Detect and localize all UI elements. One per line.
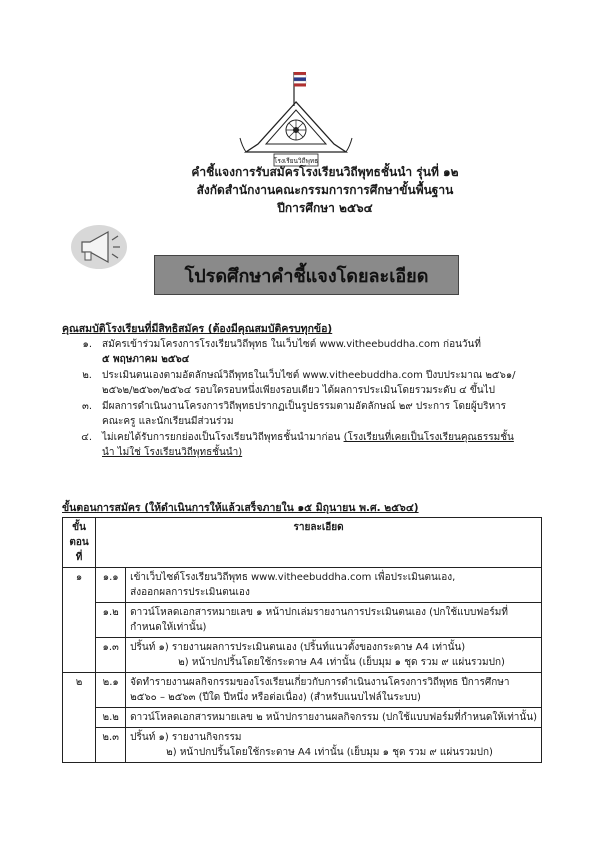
item-text: ๕ พฤษภาคม ๒๕๖๔	[102, 354, 190, 365]
item-number: ๔.	[81, 432, 92, 443]
item-text: ไม่เคยได้รับการยกย่องเป็นโรงเรียนวิถีพุทธชั้นนำมาก่อน	[102, 432, 344, 443]
item-note: (โรงเรียนที่เคยเป็นโรงเรียนคุณธรรมชั้น	[343, 432, 514, 443]
table-row	[63, 568, 542, 603]
item-note: นำ ไม่ใช่ โรงเรียนวิถีพุทธชั้นนำ)	[102, 447, 243, 458]
column-header-step: ขั้นตอนที่	[63, 518, 96, 568]
item-number: ๑.	[82, 339, 92, 350]
steps-title: ขั้นตอนการสมัคร (ให้ดำเนินการให้แล้วเสร็จภายใน ๑๕ มิถุนายน พ.ศ. ๒๕๖๔)	[62, 502, 419, 514]
step-detail	[126, 673, 542, 708]
step-detail	[126, 568, 542, 603]
detail-line: ๒) หน้าปกปริ้นโดยใช้กระดาษ A4 เท่านั้น (เย็บมุม ๑ ชุด รวม ๙ แผ่นรวมปก)	[178, 657, 505, 668]
list-item	[62, 337, 542, 367]
detail-line: เข้าเว็บไซต์โรงเรียนวิถีพุทธ www.vitheebuddha.com เพื่อประเมินตนเอง,	[130, 572, 456, 583]
detail-line: ดาวน์โหลดเอกสารหมายเลข ๑ หน้าปกเล่มรายงานการประเมินตนเอง (ปกใช้แบบฟอร์มที่	[130, 607, 508, 618]
item-number: ๒.	[82, 370, 92, 381]
list-item	[62, 368, 542, 398]
sub-step-number: ๒.๑	[96, 673, 126, 708]
detail-line: ๒) หน้าปกปริ้นโดยใช้กระดาษ A4 เท่านั้น (เย็บมุม ๑ ชุด รวม ๙ แผ่นรวมปก)	[166, 747, 493, 758]
document-title: คำชี้แจงการรับสมัครโรงเรียนวิถีพุทธชั้นนำ รุ่นที่ ๑๒	[191, 165, 459, 179]
item-text: มีผลการดำเนินงานโครงการวิถีพุทธปรากฏเป็นรูปธรรมตามอัตลักษณ์ ๒๙ ประการ โดยผู้บริหาร	[102, 401, 507, 412]
academic-year: ปีการศึกษา ๒๕๖๔	[277, 201, 373, 215]
item-text: ๒๕๖๒/๒๕๖๓/๒๕๖๔ รอบใดรอบหนึ่งเพียงรอบเดียว ได้ผลการประเมินโดยรวมระดับ ๔ ขึ้นไป	[102, 385, 495, 396]
table-row	[63, 638, 542, 673]
table-row	[63, 708, 542, 728]
item-text: สมัครเข้าร่วมโครงการโรงเรียนวิถีพุทธ ในเว็บไซต์ www.vitheebuddha.com ก่อนวันที่	[102, 339, 481, 350]
step-detail	[126, 708, 542, 728]
item-number: ๓.	[81, 401, 92, 412]
table-row	[63, 603, 542, 638]
logo-caption: โรงเรียนวิถีพุทธ	[273, 157, 319, 165]
detail-line: ๒๕๖๐ – ๒๕๖๓ (ปีใด ปีหนึ่ง หรือต่อเนื่อง) (สำหรับแนบไฟล์ในระบบ)	[130, 692, 421, 703]
table-row	[63, 728, 542, 763]
detail-line: ปริ้นท์ ๑) รายงานผลการประเมินตนเอง (ปริ้นท์แนวตั้งของกระดาษ A4 เท่านั้น)	[130, 642, 466, 653]
detail-line: ส่งออกผลการประเมินตนเอง	[130, 587, 250, 598]
item-text: ประเมินตนเองตามอัตลักษณ์วิถีพุทธในเว็บไซต์ www.vitheebuddha.com ปีงบประมาณ ๒๕๖๑/	[102, 370, 516, 381]
sub-step-number: ๒.๓	[96, 728, 126, 763]
sub-step-number: ๑.๓	[96, 638, 126, 673]
step-detail	[126, 603, 542, 638]
table-row	[63, 673, 542, 708]
list-item	[62, 430, 542, 460]
document-subtitle: สังกัดสำนักงานคณะกรรมการการศึกษาขั้นพื้นฐาน	[196, 183, 454, 197]
instruction-banner: โปรดศึกษาคำชี้แจงโดยละเอียด	[154, 255, 459, 295]
megaphone-icon	[68, 222, 130, 272]
school-logo-icon	[236, 66, 356, 176]
list-item	[62, 399, 542, 429]
sub-step-number: ๒.๒	[96, 708, 126, 728]
step-detail	[126, 728, 542, 763]
column-header-detail: รายละเอียด	[96, 518, 542, 568]
table-header-row	[63, 518, 542, 568]
detail-line: จัดทำรายงานผลกิจกรรมของโรงเรียนเกี่ยวกับการดำเนินงานโครงการวิถีพุทธ ปีการศึกษา	[130, 677, 510, 688]
detail-line: ดาวน์โหลดเอกสารหมายเลข ๒ หน้าปกรายงานผลกิจกรรม (ปกใช้แบบฟอร์มที่กำหนดให้เท่านั้น)	[130, 712, 537, 723]
detail-line: กำหนดให้เท่านั้น)	[130, 622, 207, 633]
qualifications-list	[62, 337, 542, 461]
sub-step-number: ๑.๑	[96, 568, 126, 603]
steps-table	[62, 517, 542, 763]
step-detail	[126, 638, 542, 673]
qualifications-title: คุณสมบัติโรงเรียนที่มีสิทธิสมัคร (ต้องมีคุณสมบัติครบทุกข้อ)	[62, 323, 333, 335]
step-number: ๑	[63, 568, 96, 673]
sub-step-number: ๑.๒	[96, 603, 126, 638]
detail-line: ปริ้นท์ ๑) รายงานกิจกรรม	[130, 732, 242, 743]
step-number: ๒	[63, 673, 96, 763]
item-text: คณะครู และนักเรียนมีส่วนร่วม	[102, 416, 234, 427]
